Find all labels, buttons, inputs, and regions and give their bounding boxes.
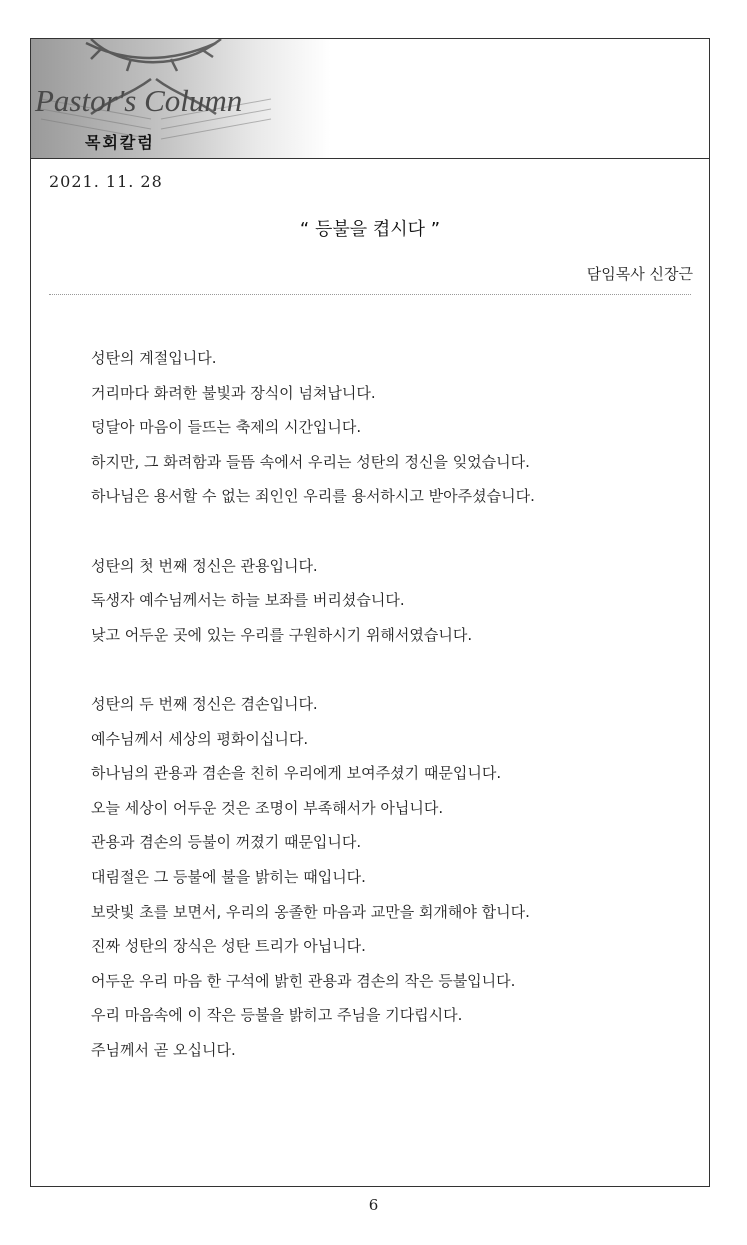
- body-line: 낮고 어두운 곳에 있는 우리를 구원하시기 위해서였습니다.: [91, 625, 473, 644]
- body-line: 예수님께서 세상의 평화이십니다.: [91, 729, 309, 748]
- column-title: “ 등불을 켭시다 ”: [299, 219, 441, 240]
- body-line: 진짜 성탄의 장식은 성탄 트리가 아닙니다.: [91, 937, 366, 956]
- body-line: 덩달아 마음이 들뜨는 축제의 시간입니다.: [91, 418, 362, 437]
- body-line: 하나님은 용서할 수 없는 죄인인 우리를 용서하시고 받아주셨습니다.: [91, 487, 535, 506]
- body-line: 성탄의 첫 번째 정신은 관용입니다.: [91, 556, 318, 575]
- body-line: 하나님의 관용과 겸손을 친히 우리에게 보여주셨기 때문입니다.: [91, 764, 502, 783]
- column-banner: [31, 39, 331, 158]
- body-line: 독생자 예수님께서는 하늘 보좌를 버리셨습니다.: [91, 591, 405, 610]
- column-header: [31, 39, 709, 159]
- column-frame: [30, 38, 710, 1187]
- body-line: 우리 마음속에 이 작은 등불을 밝히고 주님을 기다립시다.: [91, 1006, 463, 1025]
- body-line: [91, 514, 535, 549]
- body-line: 대림절은 그 등불에 불을 밝히는 때입니다.: [91, 867, 366, 886]
- body-line: 성탄의 두 번째 정신은 겸손입니다.: [91, 694, 318, 713]
- column-date: 2021. 11. 28: [49, 172, 163, 191]
- body-line: 주님께서 곧 오십니다.: [91, 1040, 236, 1059]
- dotted-divider: [49, 294, 691, 295]
- body-line: 성탄의 계절입니다.: [91, 349, 217, 367]
- body-line: [91, 652, 535, 687]
- body-line: 하지만, 그 화려함과 들뜸 속에서 우리는 성탄의 정신을 잊었습니다.: [91, 452, 530, 471]
- banner-subtitle: 목회칼럼: [85, 133, 155, 152]
- body-line: 보랏빛 초를 보면서, 우리의 옹졸한 마음과 교만을 회개해야 합니다.: [91, 902, 530, 921]
- body-line: 관용과 겸손의 등불이 꺼졌기 때문입니다.: [91, 833, 362, 852]
- column-body: [91, 341, 535, 1067]
- body-line: 오늘 세상이 어두운 것은 조명이 부족해서가 아닙니다.: [91, 798, 444, 817]
- banner-title: Pastor's Column: [35, 83, 243, 118]
- body-line: 거리마다 화려한 불빛과 장식이 넘쳐납니다.: [91, 383, 376, 402]
- page-number: 6: [368, 1196, 379, 1214]
- body-line: 어두운 우리 마음 한 구석에 밝힌 관용과 겸손의 작은 등불입니다.: [91, 971, 516, 990]
- column-author: 담임목사 신장근: [586, 265, 693, 283]
